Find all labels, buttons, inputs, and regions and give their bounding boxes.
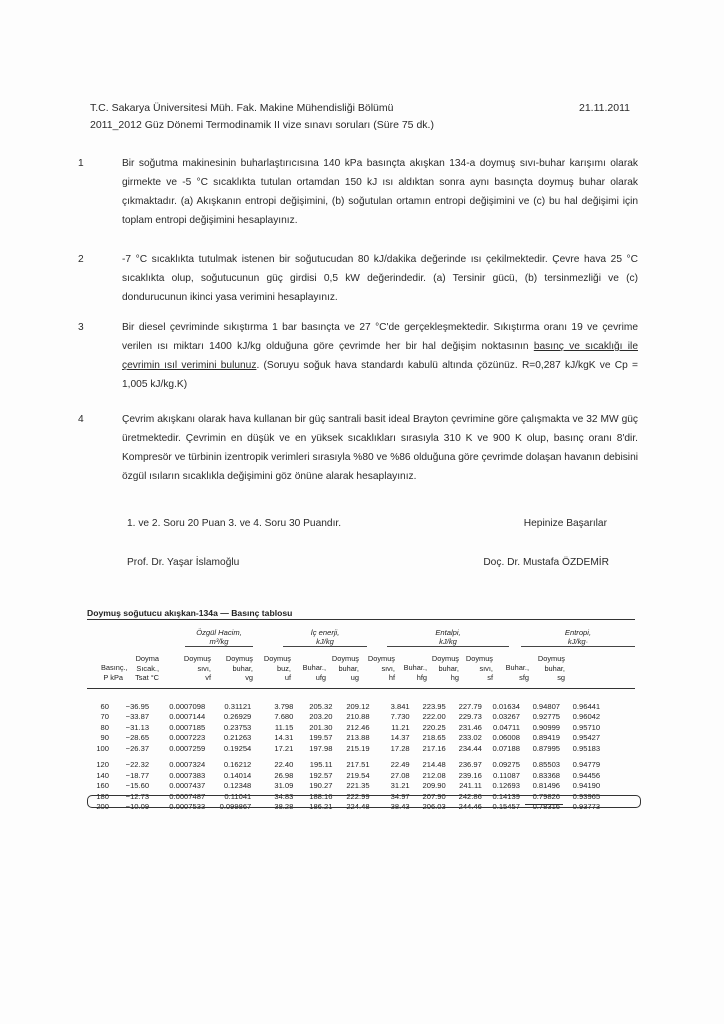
column-header-line: buhar, <box>438 663 459 673</box>
table-cell: 223.95 <box>422 701 446 711</box>
table-cell: 214.48 <box>422 760 446 770</box>
table-cell: 90 <box>100 733 109 743</box>
table-cell: 27.08 <box>390 770 410 780</box>
table-cell: 186.21 <box>309 802 333 812</box>
table-cell: 0.06008 <box>492 733 520 743</box>
table-cell: 217.51 <box>346 760 370 770</box>
table-cell: 222.00 <box>422 712 446 722</box>
column-header-line: hg <box>450 673 459 682</box>
exam-title: 2011_2012 Güz Dönemi Termodinamik II vize sınavı soruları (Süre 75 dk.) <box>90 119 434 131</box>
table-cell: 31.21 <box>390 781 410 791</box>
table-cell: 34.97 <box>390 791 410 801</box>
table-cell: 233.02 <box>458 733 482 743</box>
column-header-line: ug <box>350 673 359 682</box>
table-cell: 0.95183 <box>572 743 601 753</box>
table-cell: −12.73 <box>125 791 150 801</box>
table-cell: 11.15 <box>274 722 294 732</box>
table-cell: 0.83368 <box>532 770 561 780</box>
question-text: -7 °C sıcaklıkta tutulmak istenen bir soğutucudan 80 kJ/dakika değerinde ısı çekilmektedir. Çevre hava 25 °C sıcaklıkta olup, soğutucunun güç girdisi 0,5 kW değerindedir. (a) Tersinir gücü, (b) tersinmezliği ve (c) dondurucunun ikinci yasa verimini hesaplayınız. <box>122 254 638 303</box>
group-label: Entropi, <box>564 628 592 637</box>
table-cell: 0.78316 <box>532 802 561 812</box>
table-cell: 17.28 <box>390 743 410 753</box>
table-cell: 188.16 <box>309 791 333 801</box>
table-cell: 0.0007098 <box>169 701 206 711</box>
group-specific-volume <box>185 628 253 647</box>
table-cell: 239.16 <box>458 770 482 780</box>
table-cell: 0.0007533 <box>169 802 206 812</box>
table-cell: 222.99 <box>346 791 370 801</box>
table-cell: 0.94807 <box>532 701 561 711</box>
column-header <box>255 654 291 683</box>
column-header-line: buhar, <box>338 663 359 673</box>
table-cell: 218.65 <box>422 733 446 743</box>
column-header-line: sg <box>557 673 565 682</box>
table-cell: 60 <box>100 701 109 711</box>
column-header <box>495 663 529 682</box>
table-cell: −31.13 <box>125 722 150 732</box>
table-cell: 212.08 <box>422 770 446 780</box>
group-internal-energy <box>283 628 367 647</box>
table-cell: 0.94190 <box>572 781 601 791</box>
table-cell: 0.85503 <box>532 760 561 770</box>
table-cell: 0.15457 <box>492 802 520 812</box>
table-cell: 17.21 <box>274 743 294 753</box>
column-header-line: Doymuş <box>331 654 359 663</box>
header-rule <box>87 688 635 689</box>
table-cell: 0.89419 <box>532 733 561 743</box>
table-cell: 7.730 <box>390 712 410 722</box>
question-number: 2 <box>78 254 84 265</box>
table-cell: 38.43 <box>390 802 410 812</box>
question-number: 4 <box>78 414 84 425</box>
column-header-line: Doymuş <box>263 654 291 663</box>
table-cell: 0.95427 <box>572 733 601 743</box>
column-header-line: buhar, <box>544 663 565 673</box>
table-cell: 14.31 <box>274 733 294 743</box>
professor-name: Prof. Dr. Yaşar İslamoğlu <box>127 557 240 568</box>
table-cell: 120 <box>96 760 109 770</box>
column-header <box>101 663 128 682</box>
table-cell: −10.09 <box>125 802 150 812</box>
table-row <box>87 701 600 712</box>
table-cell: 217.16 <box>422 743 446 753</box>
column-header <box>161 654 211 683</box>
table-cell: 200 <box>96 802 109 812</box>
table-row <box>87 743 600 754</box>
table-cell: 244.46 <box>458 802 482 812</box>
exam-date: 21.11.2011 <box>579 102 630 114</box>
column-header <box>123 654 159 683</box>
table-title: Doymuş soğutucu akışkan-134a — Basınç tablosu <box>87 608 635 620</box>
column-header-line: sf <box>487 673 493 682</box>
group-unit: kJ/kg <box>439 637 457 646</box>
column-header <box>327 654 359 683</box>
table-cell: 197.98 <box>309 743 333 753</box>
table-cell: 231.46 <box>458 722 482 732</box>
table-cell: 227.79 <box>458 701 482 711</box>
table-row <box>87 770 600 781</box>
column-header-line: uf <box>284 673 291 682</box>
table-cell: 0.87995 <box>532 743 561 753</box>
column-header <box>213 654 253 683</box>
table-cell: −18.77 <box>125 770 150 780</box>
table-cell: 0.90999 <box>532 722 561 732</box>
table-cell: 219.54 <box>346 770 370 780</box>
column-header-line: sıvı, <box>479 663 493 673</box>
column-header-line: ufg <box>315 672 326 682</box>
column-header-line: Sıcak., <box>136 663 159 673</box>
table-cell: 0.21263 <box>223 733 252 743</box>
group-enthalpy <box>387 628 509 647</box>
footer-points <box>127 518 607 529</box>
question-4 <box>78 410 638 486</box>
column-header-line: Doymuş <box>367 654 395 663</box>
table-cell: 11.21 <box>391 722 410 732</box>
document-header <box>90 100 630 134</box>
group-entropy <box>521 628 635 647</box>
table-cell: 0.93773 <box>572 802 601 812</box>
table-cell: 215.19 <box>346 743 370 753</box>
table-cell: 0.14139 <box>492 791 520 801</box>
table-cell: 195.11 <box>309 760 333 770</box>
question-1 <box>78 154 638 230</box>
group-unit: m³/kg <box>209 637 229 646</box>
footer-signatures <box>127 557 607 568</box>
column-header-line: vf <box>205 673 211 682</box>
question-text: Bir soğutma makinesinin buharlaştırıcısına 140 kPa basınçta akışkan 134-a doymuş sıvı-buhar karışımı olarak girmekte ve -5 °C sıcaklıkta tutulan ortamdan 150 kJ ısı aldıktan sonra aynı basınçta doymuş buhar olarak çıkmaktadır. (a) Akışkanın entropi değişimini, (b) soğutulan ortamın entropi değişimini ve (c) bu hal değişimi için toplam entropi değişimini hesaplayınız. <box>122 158 638 226</box>
good-luck-note: Hepinize Başarılar <box>523 518 607 529</box>
table-cell: 160 <box>96 781 109 791</box>
column-header <box>459 654 493 683</box>
question-number: 3 <box>78 322 84 333</box>
table-cell: −33.87 <box>125 712 150 722</box>
column-header <box>395 663 427 682</box>
table-cell: 0.03267 <box>492 712 520 722</box>
column-header-line: Doymuş <box>225 654 253 663</box>
column-header <box>529 654 565 683</box>
table-cell: 100 <box>96 743 109 753</box>
column-header-line: Buhar., <box>403 663 427 672</box>
column-header-line: Doymuş <box>183 654 211 663</box>
table-cell: 0.0007487 <box>169 791 206 801</box>
column-header-line: buz, <box>277 663 291 673</box>
group-unit: kJ/kg <box>316 637 334 646</box>
column-header <box>427 654 459 683</box>
table-cell: 0.01634 <box>492 701 520 711</box>
table-cell: 0.0007383 <box>169 770 206 780</box>
table-cell: 0.0007185 <box>169 722 206 732</box>
table-cell: 31.09 <box>274 781 294 791</box>
column-header-line: hf <box>388 673 395 682</box>
column-header <box>292 663 326 682</box>
table-cell: 0.12693 <box>492 781 520 791</box>
column-header-line: Doymuş <box>465 654 493 663</box>
table-cell: −36.95 <box>125 701 150 711</box>
table-cell: 7.680 <box>274 712 294 722</box>
points-note: 1. ve 2. Soru 20 Puan 3. ve 4. Soru 30 Puandır. <box>127 518 342 529</box>
table-cell: 0.11087 <box>493 770 520 780</box>
table-cell: 207.90 <box>422 791 446 801</box>
table-cell: 0.96441 <box>572 701 601 711</box>
table-cell: 0.0007144 <box>169 712 206 722</box>
table-cell: 0.96042 <box>572 712 601 722</box>
question-text: Çevrim akışkanı olarak hava kullanan bir güç santrali basit ideal Brayton çevrimine göre çalışmakta ve 32 MW güç üretmektedir. Çevrimin en düşük ve en yüksek sıcaklıkları sırasıyla 310 K ve 900 K olup, basınç oranı 8'dir. Kompresör ve türbinin izentropik verimleri sırasıyla %80 ve %86 olduğuna göre çevrimde dolaşan havanın debisini özgül ısıların sıcaklıkla değişimini göz önüne alarak hesaplayınız. <box>122 414 638 482</box>
table-cell: 0.23753 <box>223 722 252 732</box>
table-cell: −28.65 <box>125 733 150 743</box>
table-cell: 199.57 <box>309 733 333 743</box>
column-header <box>361 654 395 683</box>
table-cell: 0.09275 <box>492 760 520 770</box>
table-cell: 212.46 <box>346 722 370 732</box>
column-header-line: Doymuş <box>431 654 459 663</box>
table-cell: 34.83 <box>274 791 294 801</box>
table-cell: 0.81496 <box>532 781 561 791</box>
table-cell: 0.16212 <box>223 760 252 770</box>
question-text <box>122 318 638 394</box>
table-cell: 38.28 <box>274 802 294 812</box>
table-cell: 26.98 <box>274 770 294 780</box>
question-text-part: . (Soruyu soğuk hava standardı kabulü altında çözünüz. R=0,287 kJ/kgK ve Cp = 1,005 kJ/kg.K) <box>122 360 638 390</box>
table-cell: 180 <box>96 791 109 801</box>
question-2 <box>78 250 638 307</box>
table-cell: 0.07188 <box>492 743 520 753</box>
table-cell: 14.37 <box>390 733 410 743</box>
column-header-line: sıvı, <box>381 663 395 673</box>
column-header-line: Buhar., <box>505 663 529 672</box>
table-cell: 229.73 <box>458 712 482 722</box>
highlight-circle-140kpa <box>87 795 641 808</box>
question-text-part: Bir diesel çevriminde sıkıştırma 1 bar basınçta ve 27 °C'de gerçekleşmektedir. Sıkıştırma oranı 19 ve çevrime verilen ısı miktarı 1400 kJ/kg olduğuna göre çevrimde her bir hal değişim noktasının <box>122 322 638 352</box>
table-cell: 0.94779 <box>572 760 601 770</box>
column-header-line: hfg <box>416 672 427 682</box>
table-cell: 140 <box>96 770 109 780</box>
column-header-line: sfg <box>519 672 529 682</box>
table-cell: −22.32 <box>125 760 150 770</box>
table-cell: −15.60 <box>125 781 150 791</box>
table-cell: 0.79826 <box>532 791 561 801</box>
group-label: Özgül Hacim, <box>196 628 242 637</box>
table-cell: 224.48 <box>346 802 370 812</box>
column-header-line: Doyma <box>135 654 159 663</box>
column-header-line: vg <box>245 673 253 682</box>
table-row <box>87 733 600 744</box>
table-cell: 0.0007324 <box>169 760 206 770</box>
table-cell: 0.11041 <box>224 791 252 801</box>
underlined-task: basınç ve sıcaklığı ile çevrimin ısıl verimini bulunuz <box>122 341 638 371</box>
table-cell: 0.92775 <box>532 712 561 722</box>
table-cell: 0.26929 <box>223 712 252 722</box>
table-cell: 213.88 <box>346 733 370 743</box>
table-cell: 220.25 <box>422 722 446 732</box>
table-cell: 209.12 <box>346 701 370 711</box>
table-cell: 0.19254 <box>223 743 252 753</box>
table-cell: 205.32 <box>309 701 333 711</box>
question-3 <box>78 318 638 394</box>
highlight-underline <box>525 804 563 805</box>
table-cell: 201.30 <box>309 722 333 732</box>
group-label: İç enerji, <box>310 628 340 637</box>
table-cell: 22.40 <box>274 760 294 770</box>
table-cell: 0.93965 <box>572 791 601 801</box>
table-cell: 0.0007259 <box>169 743 206 753</box>
table-cell: 3.841 <box>390 701 410 711</box>
table-cell: 221.35 <box>346 781 370 791</box>
group-label: Entalpi, <box>435 628 461 637</box>
table-cell: 0.12348 <box>223 781 252 791</box>
column-header-line: buhar, <box>232 663 253 673</box>
institution-line: T.C. Sakarya Üniversitesi Müh. Fak. Makine Mühendisliği Bölümü <box>90 102 394 114</box>
table-cell: 0.04711 <box>493 722 520 732</box>
table-cell: 206.03 <box>422 802 446 812</box>
column-header-line: Doymuş <box>537 654 565 663</box>
group-unit: kJ/kg· <box>567 637 589 646</box>
table-cell: 0.0007223 <box>169 733 206 743</box>
table-cell: 210.88 <box>346 712 370 722</box>
table-cell: −26.37 <box>125 743 150 753</box>
docent-name: Doç. Dr. Mustafa ÖZDEMİR <box>483 557 609 568</box>
table-cell: 0.94456 <box>572 770 601 780</box>
table-cell: 80 <box>100 722 109 732</box>
table-cell: 70 <box>100 712 109 722</box>
table-cell: 0.099867 <box>219 802 252 812</box>
table-row <box>87 712 600 723</box>
table-cell: 242.86 <box>458 791 482 801</box>
column-header-line: sıvı, <box>197 663 211 673</box>
table-cell: 3.798 <box>274 701 294 711</box>
table-cell: 0.31121 <box>224 701 252 711</box>
table-cell: 0.95710 <box>572 722 601 732</box>
table-cell: 0.14014 <box>223 770 252 780</box>
column-header-line: Buhar., <box>302 663 326 672</box>
table-cell: 234.44 <box>458 743 482 753</box>
table-row <box>87 760 600 771</box>
table-row <box>87 781 600 792</box>
r134a-pressure-table <box>87 608 635 812</box>
column-header-line: Tsat °C <box>135 673 159 682</box>
column-header-line: Basınç., <box>101 663 128 672</box>
question-number: 1 <box>78 158 84 169</box>
table-row <box>87 722 600 733</box>
table-cell: 22.49 <box>390 760 410 770</box>
table-cell: 241.11 <box>459 781 482 791</box>
table-cell: 209.90 <box>422 781 446 791</box>
table-cell: 0.0007437 <box>169 781 206 791</box>
table-cell: 236.97 <box>458 760 482 770</box>
table-cell: 190.27 <box>309 781 333 791</box>
table-cell: 203.20 <box>309 712 333 722</box>
table-cell: 192.57 <box>309 770 333 780</box>
column-header-line: P kPa <box>103 672 123 682</box>
